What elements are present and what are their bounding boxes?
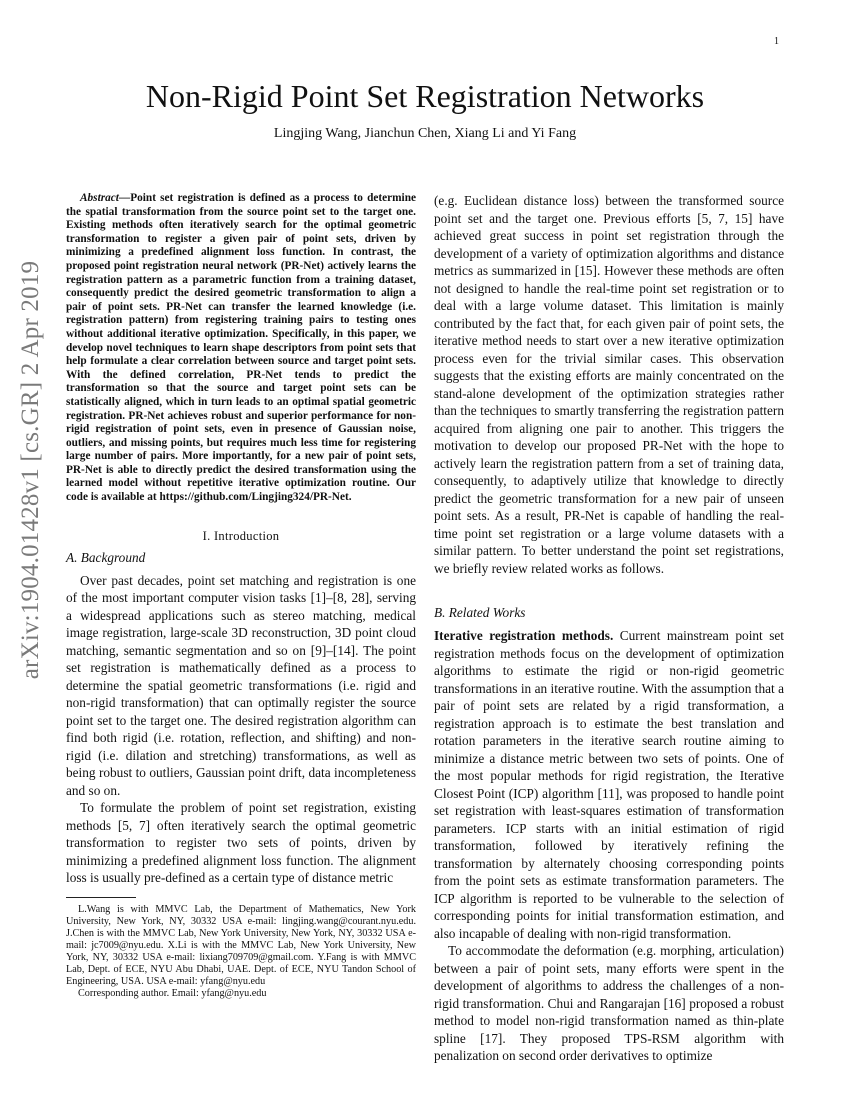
subsection-heading-background: A. Background bbox=[66, 549, 146, 565]
abstract bbox=[66, 192, 416, 505]
abstract-text: —Point set registration is defined as a process to determine the spatial transformation from the source point set to the target one. Existing methods often iteratively search for the optimal geometric transformation to register a given pair of point sets, driven by minimizing a predefined alignment loss function. In contrast, the proposed point registration neural network (PR-Net) actively learns the registration pattern as a parametric function from a training dataset, consequently predict the desired geometric transformation to align a pair of point sets. PR-Net can transfer the learned knowledge (i.e. registration pattern) from registering training pairs to testing ones without additional iterative optimization. Specifically, in this paper, we develop novel techniques to learn shape descriptors from point sets that help formulate a clear correlation between source and target point sets. With the defined correlation, PR-Net tends to predict the transformation so that the source and target point sets can be statistically aligned, which in turn leads to an optimal spatial geometric registration. PR-Net achieves robust and superior performance for non-rigid registration of point sets, even in presence of Gaussian noise, outliers, and missing points, but requires much less time for registering large number of pairs. More importantly, for a new pair of point sets, PR-Net is able to directly predict the desired transformation using the learned model without repetitive iterative optimization routine. Our code is available at https://github.com/Lingjing324/PR-Net. bbox=[66, 192, 416, 504]
subsection-heading-related-works: B. Related Works bbox=[434, 605, 526, 620]
run-in-heading: Iterative registration methods. bbox=[434, 628, 614, 643]
author-list: Lingjing Wang, Jianchun Chen, Xiang Li and Yi Fang bbox=[273, 126, 577, 141]
page-number: 1 bbox=[774, 36, 779, 47]
footnote-corresponding: Corresponding author. Email: yfang@nyu.edu bbox=[78, 987, 267, 999]
intro-paragraph: Over past decades, point set matching and registration is one of the most important computer vision tasks [1]–[8, 28], serving a widespread applications such as stereo matching, medical image registration, large-scale 3D reconstruction, 3D point cloud matching, semantic segmentation and so on [9]–[14]. The point set registration is mathematically defined as a process to determine the spatial geometric transformations (i.e. rigid and non-rigid transformation) that can optimally register the source point set to the target one. The desired registration algorithm can find both rigid (i.e. rotation, reflection, and shifting) and non-rigid (i.e. dilation and stretching) transformations, as well as being robust to outliers, Gaussian point drift, data incompleteness and so on. bbox=[66, 572, 416, 798]
intro-paragraph: To formulate the problem of point set registration, existing methods [5, 7] often iteratively search the optimal geometric transformation to register two sets of points, driven by minimizing a predefined alignment loss function. The alignment loss is usually pre-defined as a certain type of distance metric bbox=[66, 800, 416, 886]
related-works-paragraph: To accommodate the deformation (e.g. morphing, articulation) between a pair of point sets, many efforts were spent in the development of algorithms to address the challenges of a non-rigid transformation. Chui and Rangarajan [16] proposed a robust method to model non-rigid transformation named as thin-plate spline [17]. They proposed TPS-RSM algorithm with penalization on second order derivatives to optimize bbox=[434, 943, 784, 1063]
footnote-rule bbox=[66, 897, 136, 898]
related-works-paragraph bbox=[434, 627, 784, 942]
abstract-paragraph bbox=[66, 192, 416, 505]
arxiv-stamp bbox=[6, 260, 56, 680]
related-works-text: Current mainstream point set registration methods focus on the development of optimization algorithms to estimate the rigid or non-rigid geometric transformations in an iterative routine. With the assumption that a pair of point sets are related by a rigid transformation, a registration approach is to estimate the best translation and rotation parameters in the iterative search routine aiming to minimize a distance metric between two sets of points. One of the most popular methods for rigid registration, the Iterative Closest Point (ICP) algorithm [11], was proposed to handle point set registration with least-squares estimation of transformation parameters. ICP starts with an initial estimation of rigid transformation, followed by iteratively refining the transformation by alternately choosing corresponding points from the point sets as estimate transformation parameters. The ICP algorithm is reported to be vulnerable to the selection of corresponding points for initial transformation estimation, and also incapable of dealing with non-rigid transformation. bbox=[434, 628, 784, 941]
paper-title: Non-Rigid Point Set Registration Networks bbox=[145, 78, 705, 114]
footnotes bbox=[66, 904, 416, 1000]
footnote-affiliations: L.Wang is with MMVC Lab, the Department of Mathematics, New York University, New York, NY, 30332 USA e-mail: lingjing.wang@courant.nyu.edu. J.Chen is with the MMVC Lab, New York University, New York, NY, 30332 USA e-mail: jc7009@nyu.edu. X.Li is with the MMVC Lab, New York University, New York, NY, 30332 USA e-mail: lixiang709709@gmail.com. Y.Fang is with MMVC Lab, Dept. of ECE, NYU Abu Dhabi, UAE. Dept. of ECE, NYU Tandon School of Engineering, USA. USA e-mail: yfang@nyu.edu bbox=[66, 903, 416, 987]
intro-continuation-paragraph: (e.g. Euclidean distance loss) between the transformed source point set and the target one. Previous efforts [5, 7, 15] have achieved great success in point set registration through the development of a variety of optimization algorithms and distance metrics as summarized in [15]. However these methods are often not designed to handle the real-time point set registration or to deal with a large volume dataset. This limitation is mainly contributed by the fact that, for each given pair of point sets, the iterative method needs to start over a new iterative optimization process even for the trivial similar cases. This observation suggests that the existing efforts are mainly concentrated on the stand-alone development of the optimization strategies rather than the techniques to smartly transferring the registration pattern acquired from aligning one pair to another. This triggers the motivation to develop our proposed PR-Net with the hope to actively learn the registration pattern from a set of training data, consequently, to adaptively utilize that knowledge to directly predict the geometric transformation for a new pair of unseen point sets. As a result, PR-Net is capable of handling the real-time point set registration or a large volume datasets with a similar pattern. To better understand the point set registrations, we briefly review related works as follows. bbox=[434, 193, 784, 576]
section-heading-introduction: I. Introduction bbox=[202, 528, 280, 543]
arxiv-stamp-text: arXiv:1904.01428v1 [cs.GR] 2 Apr 2019 bbox=[17, 260, 45, 680]
right-column bbox=[434, 192, 784, 1065]
left-column bbox=[66, 192, 416, 1000]
abstract-label: Abstract bbox=[80, 192, 119, 204]
